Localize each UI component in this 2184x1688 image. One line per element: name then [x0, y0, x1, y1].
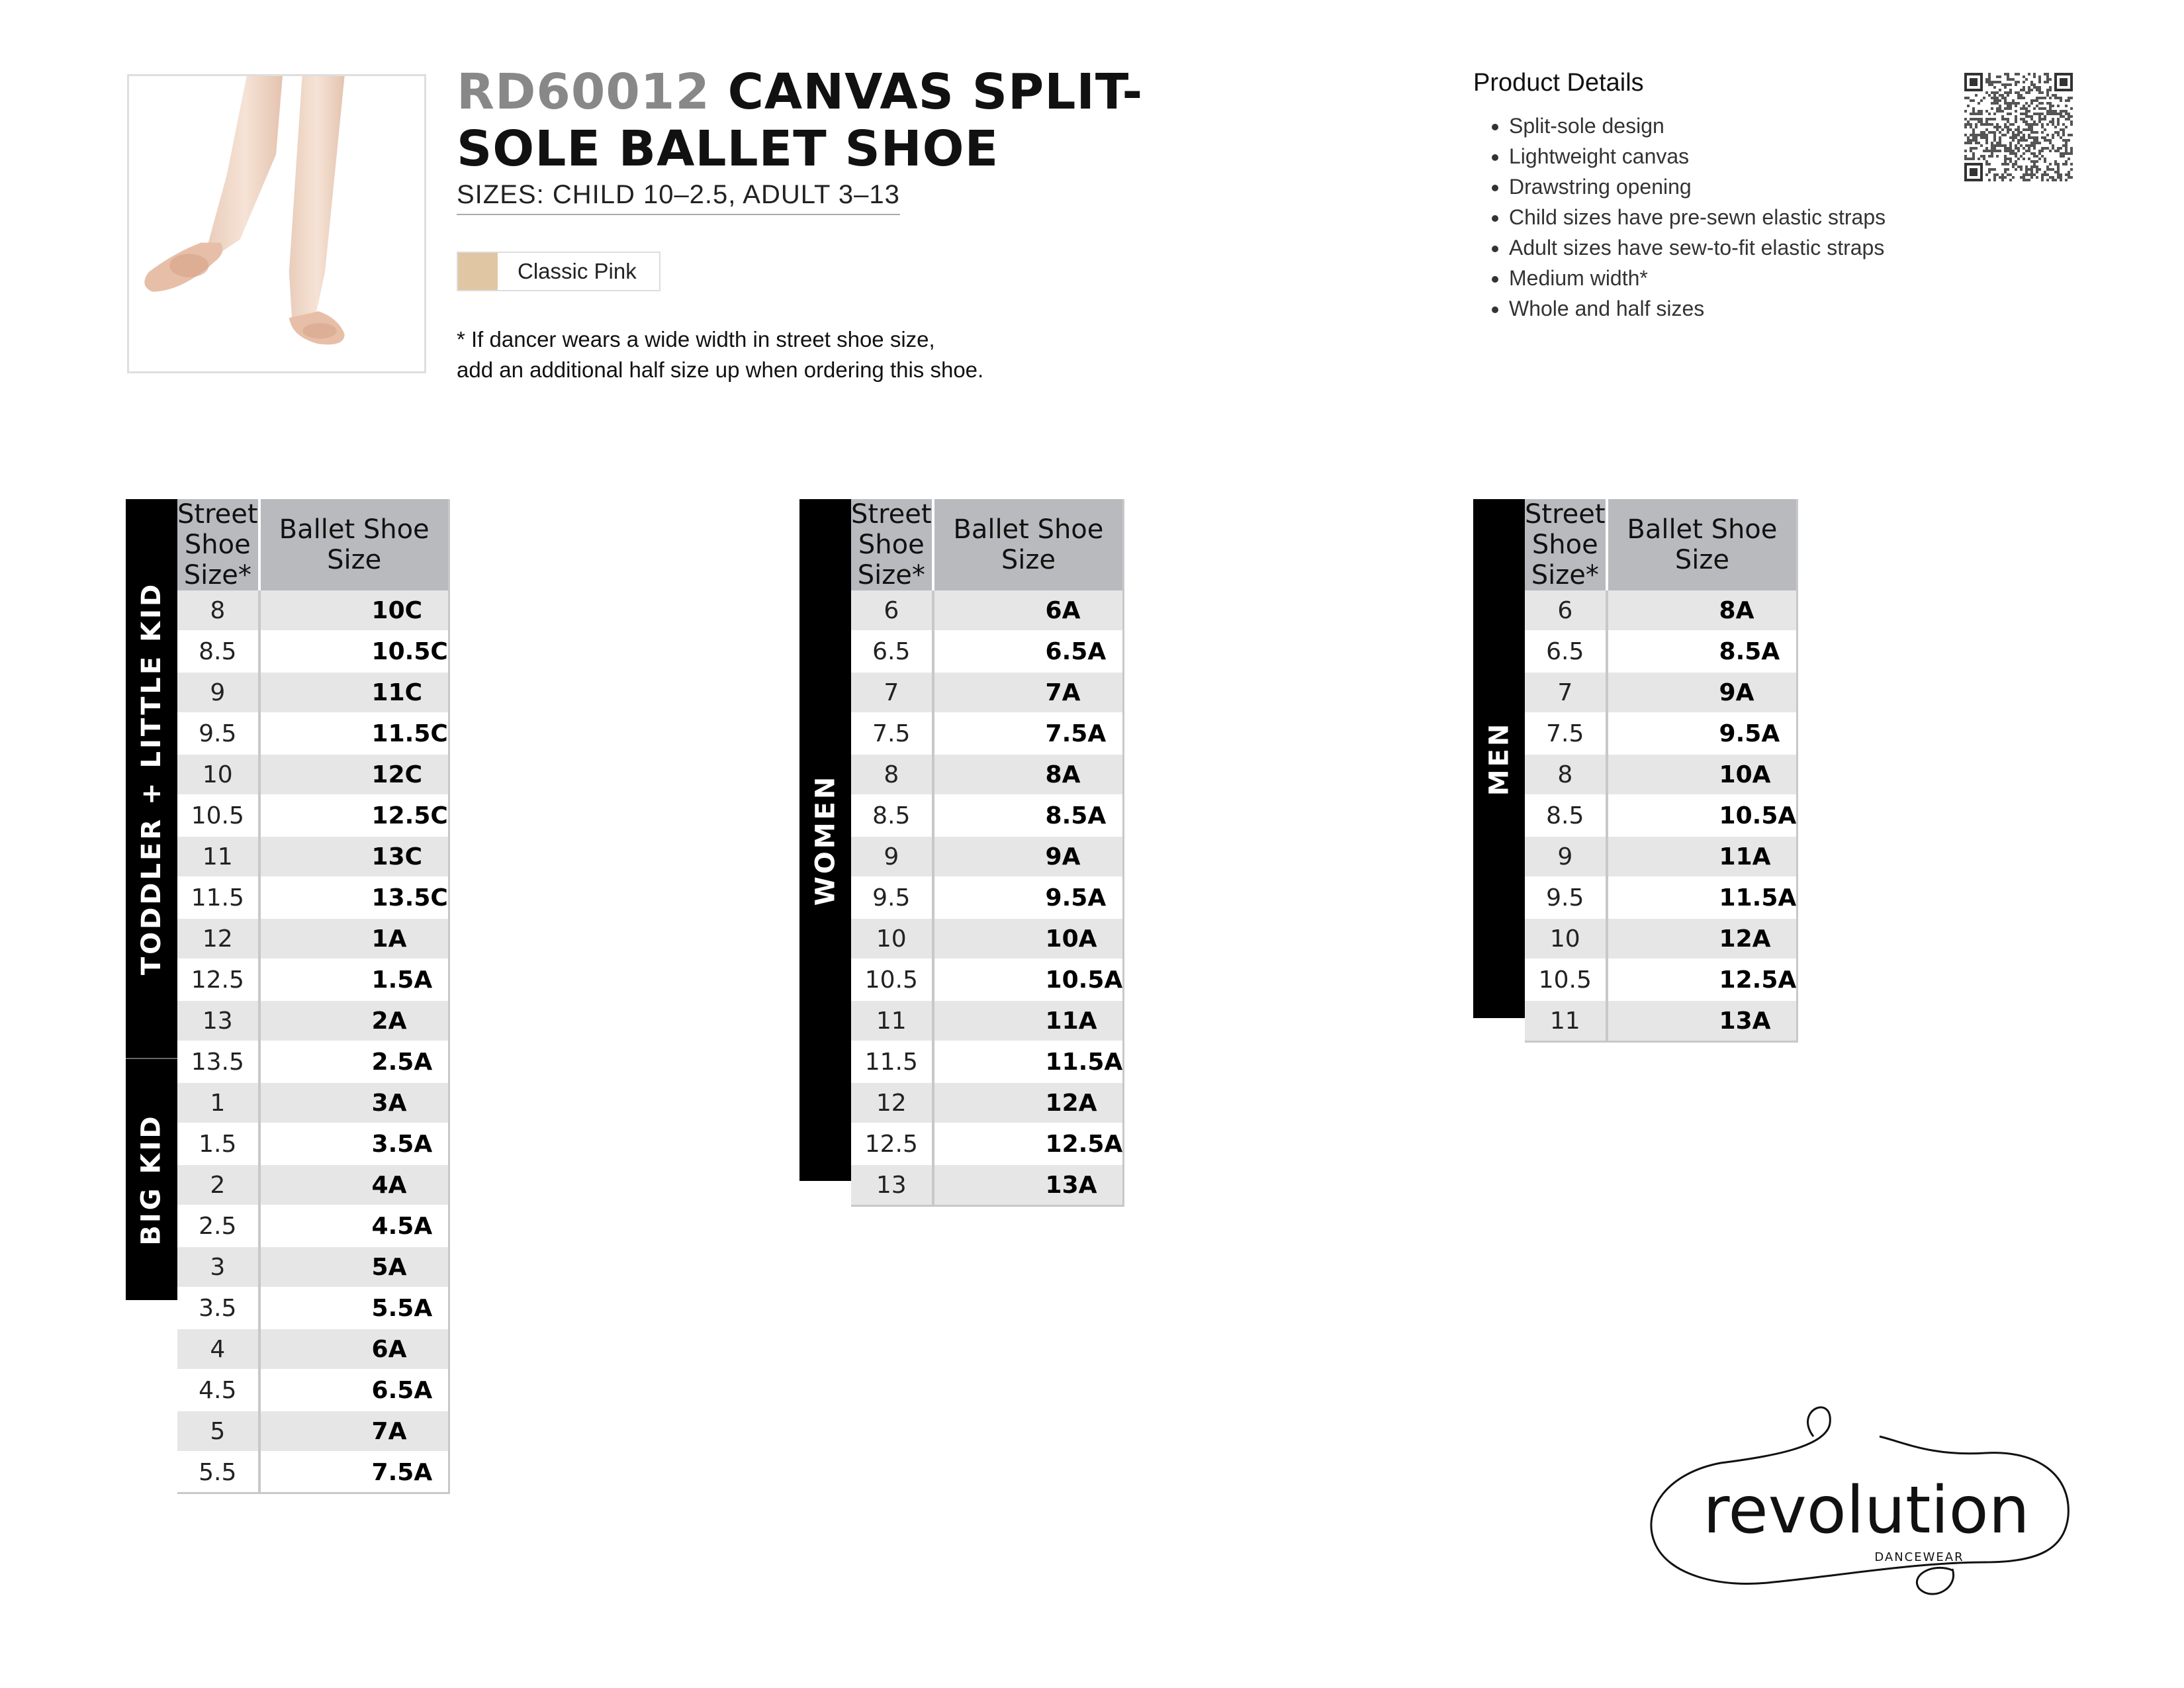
- ballet-size-cell: 13A: [1607, 1000, 1797, 1042]
- street-size-cell: 10: [1525, 918, 1607, 959]
- detail-item: • Drawstring opening: [1509, 171, 1886, 202]
- ballet-size-cell: 5.5A: [259, 1288, 449, 1329]
- ballet-size-cell: 6.5A: [933, 631, 1124, 672]
- ballet-size-cell: 6A: [933, 590, 1124, 631]
- ballet-size-cell: 13C: [259, 836, 449, 877]
- street-size-header: Street Shoe Size*: [177, 499, 258, 590]
- category-big-kid: [126, 1058, 177, 1300]
- logo-subline: DANCEWEAR: [1874, 1550, 1964, 1564]
- street-size-cell: 7: [1525, 672, 1607, 713]
- ballet-size-cell: 10A: [1607, 754, 1797, 795]
- street-size-cell: 8.5: [1525, 795, 1607, 836]
- street-size-cell: 11: [1525, 1000, 1607, 1042]
- street-size-cell: 10: [851, 918, 933, 959]
- table-row: [177, 1329, 449, 1370]
- ballet-size-cell: 9.5A: [933, 877, 1124, 918]
- size-table: [851, 499, 1124, 1207]
- table-row: [851, 754, 1124, 795]
- table-row: [177, 713, 449, 754]
- street-size-cell: 2: [177, 1164, 259, 1205]
- size-table: [177, 499, 450, 1494]
- ballet-size-cell: 7.5A: [259, 1452, 449, 1493]
- ballet-size-header: Ballet Shoe Size: [1607, 499, 1797, 590]
- detail-item: • Medium width*: [1509, 263, 1886, 293]
- ballet-size-cell: 10.5C: [259, 631, 449, 672]
- street-size-cell: 1.5: [177, 1123, 259, 1164]
- ballet-size-cell: 10.5A: [1607, 795, 1797, 836]
- ballet-size-cell: 12.5A: [933, 1123, 1124, 1164]
- table-row: [177, 877, 449, 918]
- ballet-size-cell: 12.5A: [1607, 959, 1797, 1000]
- color-chip: [457, 252, 660, 291]
- street-size-cell: 13: [177, 1000, 259, 1041]
- ballet-size-cell: 8A: [933, 754, 1124, 795]
- table-row: [851, 1123, 1124, 1164]
- ballet-size-cell: 10.5A: [933, 959, 1124, 1000]
- table-row: [177, 672, 449, 713]
- table-row: [177, 1205, 449, 1246]
- street-size-cell: 7.5: [1525, 713, 1607, 754]
- street-size-header: Street Shoe Size*: [1525, 499, 1606, 590]
- category-label: TODDLER + LITTLE KID: [136, 581, 167, 976]
- ballet-size-cell: 11.5A: [1607, 877, 1797, 918]
- ballet-size-cell: 9A: [1607, 672, 1797, 713]
- ballet-size-header: Ballet Shoe Size: [259, 499, 449, 590]
- table-row: [177, 754, 449, 795]
- ballet-size-header: Ballet Shoe Size: [933, 499, 1124, 590]
- ballet-size-cell: 11.5A: [933, 1041, 1124, 1082]
- category-toddler-little-kid: [126, 499, 177, 1058]
- ballet-size-cell: 12C: [259, 754, 449, 795]
- street-size-cell: 7.5: [851, 713, 933, 754]
- street-size-cell: 9: [851, 836, 933, 877]
- ballet-size-cell: 8.5A: [933, 795, 1124, 836]
- table-row: [1525, 795, 1797, 836]
- street-size-cell: 13.5: [177, 1041, 259, 1082]
- street-size-cell: 12: [851, 1082, 933, 1123]
- table-row: [177, 836, 449, 877]
- table-row: [177, 1041, 449, 1082]
- ballet-size-cell: 11.5C: [259, 713, 449, 754]
- category-women: [799, 499, 851, 1181]
- width-note-line-1: * If dancer wears a wide width in street shoe size,: [457, 327, 935, 352]
- product-title: [457, 64, 1251, 177]
- table-row: [851, 631, 1124, 672]
- table-row: [1525, 1000, 1797, 1042]
- street-size-cell: 9.5: [851, 877, 933, 918]
- ballet-size-cell: 4.5A: [259, 1205, 449, 1246]
- table-row: [851, 795, 1124, 836]
- table-row: [177, 1411, 449, 1452]
- table-row: [177, 1123, 449, 1164]
- table-row: [851, 877, 1124, 918]
- width-note: [457, 324, 983, 385]
- table-row: [177, 959, 449, 1000]
- street-size-cell: 5.5: [177, 1452, 259, 1493]
- table-row: [851, 713, 1124, 754]
- ballet-size-cell: 5A: [259, 1246, 449, 1288]
- street-size-cell: 6: [851, 590, 933, 631]
- table-row: [177, 1452, 449, 1493]
- ballet-size-cell: 3.5A: [259, 1123, 449, 1164]
- ballet-shoe-illustration: [129, 76, 424, 371]
- category-men: [1473, 499, 1525, 1018]
- detail-item: • Lightweight canvas: [1509, 141, 1886, 171]
- street-size-cell: 7: [851, 672, 933, 713]
- table-row: [1525, 877, 1797, 918]
- street-size-cell: 6.5: [1525, 631, 1607, 672]
- category-label: WOMEN: [810, 774, 841, 906]
- detail-item: • Split-sole design: [1509, 111, 1886, 141]
- detail-item: • Child sizes have pre-sewn elastic straps: [1509, 202, 1886, 232]
- ballet-size-cell: 1.5A: [259, 959, 449, 1000]
- street-size-header: Street Shoe Size*: [851, 499, 932, 590]
- street-size-cell: 6.5: [851, 631, 933, 672]
- street-size-cell: 11: [851, 1000, 933, 1041]
- table-row: [851, 836, 1124, 877]
- street-size-cell: 9.5: [1525, 877, 1607, 918]
- detail-item: • Adult sizes have sew-to-fit elastic straps: [1509, 232, 1886, 263]
- table-row: [1525, 631, 1797, 672]
- ballet-size-cell: 2.5A: [259, 1041, 449, 1082]
- table-row: [177, 590, 449, 631]
- ballet-size-cell: 7A: [933, 672, 1124, 713]
- street-size-cell: 10: [177, 754, 259, 795]
- ballet-size-cell: 11A: [933, 1000, 1124, 1041]
- product-details-list: [1473, 111, 1886, 324]
- category-label: BIG KID: [136, 1113, 167, 1246]
- street-size-cell: 12.5: [177, 959, 259, 1000]
- table-row: [1525, 672, 1797, 713]
- table-row: [177, 795, 449, 836]
- table-row: [1525, 754, 1797, 795]
- street-size-cell: 8.5: [177, 631, 259, 672]
- street-size-cell: 1: [177, 1082, 259, 1123]
- table-row: [851, 1041, 1124, 1082]
- ballet-size-cell: 3A: [259, 1082, 449, 1123]
- ballet-size-cell: 6A: [259, 1329, 449, 1370]
- sizes-line: SIZES: CHILD 10–2.5, ADULT 3–13: [457, 180, 900, 215]
- table-row: [851, 918, 1124, 959]
- table-row: [177, 631, 449, 672]
- street-size-cell: 9.5: [177, 713, 259, 754]
- ballet-size-cell: 10A: [933, 918, 1124, 959]
- street-size-cell: 9: [1525, 836, 1607, 877]
- qr-code-graphic: [1964, 73, 2073, 181]
- table-row: [851, 590, 1124, 631]
- ballet-size-cell: 12A: [1607, 918, 1797, 959]
- table-row: [1525, 713, 1797, 754]
- width-note-line-2: add an additional half size up when ordering this shoe.: [457, 357, 984, 382]
- ballet-size-cell: 7A: [259, 1411, 449, 1452]
- table-row: [851, 1082, 1124, 1123]
- ballet-size-cell: 6.5A: [259, 1370, 449, 1411]
- ballet-size-cell: 4A: [259, 1164, 449, 1205]
- table-row: [851, 1164, 1124, 1206]
- street-size-cell: 12: [177, 918, 259, 959]
- revolution-logo-graphic: [1641, 1397, 2078, 1615]
- ballet-size-cell: 12.5C: [259, 795, 449, 836]
- color-name: Classic Pink: [518, 259, 637, 283]
- street-size-cell: 2.5: [177, 1205, 259, 1246]
- qr-code: [1964, 73, 2073, 181]
- ballet-size-cell: 1A: [259, 918, 449, 959]
- street-size-cell: 6: [1525, 590, 1607, 631]
- ballet-size-cell: 2A: [259, 1000, 449, 1041]
- revolution-logo: [1641, 1397, 2078, 1615]
- street-size-cell: 8.5: [851, 795, 933, 836]
- table-row: [1525, 959, 1797, 1000]
- table-row: [177, 1164, 449, 1205]
- street-size-cell: 12.5: [851, 1123, 933, 1164]
- logo-wordmark: revolution: [1703, 1473, 2030, 1548]
- detail-item: • Whole and half sizes: [1509, 293, 1886, 324]
- table-row: [177, 1000, 449, 1041]
- ballet-size-cell: 13A: [933, 1164, 1124, 1206]
- product-image: [127, 74, 426, 373]
- street-size-cell: 10.5: [177, 795, 259, 836]
- ballet-size-cell: 9A: [933, 836, 1124, 877]
- product-sku: RD60012: [457, 64, 710, 120]
- ballet-size-cell: 8A: [1607, 590, 1797, 631]
- street-size-cell: 4: [177, 1329, 259, 1370]
- table-row: [851, 1000, 1124, 1041]
- street-size-cell: 3: [177, 1246, 259, 1288]
- product-details-heading: Product Details: [1473, 69, 1644, 97]
- table-row: [851, 672, 1124, 713]
- street-size-cell: 10.5: [1525, 959, 1607, 1000]
- ballet-size-cell: 8.5A: [1607, 631, 1797, 672]
- street-size-cell: 3.5: [177, 1288, 259, 1329]
- ballet-size-cell: 11C: [259, 672, 449, 713]
- color-swatch: [458, 253, 498, 290]
- table-row: [177, 1370, 449, 1411]
- street-size-cell: 10.5: [851, 959, 933, 1000]
- street-size-cell: 8: [177, 590, 259, 631]
- street-size-cell: 5: [177, 1411, 259, 1452]
- street-size-cell: 8: [851, 754, 933, 795]
- product-name: CANVAS SPLIT-SOLE BALLET SHOE: [457, 64, 1144, 177]
- table-row: [177, 1082, 449, 1123]
- table-row: [1525, 836, 1797, 877]
- street-size-cell: 8: [1525, 754, 1607, 795]
- ballet-size-cell: 9.5A: [1607, 713, 1797, 754]
- street-size-cell: 13: [851, 1164, 933, 1206]
- table-row: [1525, 590, 1797, 631]
- ballet-size-cell: 12A: [933, 1082, 1124, 1123]
- size-table: [1525, 499, 1798, 1043]
- street-size-cell: 4.5: [177, 1370, 259, 1411]
- table-row: [177, 1246, 449, 1288]
- product-details: [1473, 69, 1886, 324]
- street-size-cell: 11: [177, 836, 259, 877]
- street-size-cell: 11.5: [177, 877, 259, 918]
- ballet-size-cell: 13.5C: [259, 877, 449, 918]
- street-size-cell: 9: [177, 672, 259, 713]
- category-label: MEN: [1484, 721, 1515, 796]
- street-size-cell: 11.5: [851, 1041, 933, 1082]
- ballet-size-cell: 11A: [1607, 836, 1797, 877]
- table-row: [851, 959, 1124, 1000]
- table-row: [177, 1288, 449, 1329]
- ballet-size-cell: 7.5A: [933, 713, 1124, 754]
- table-row: [1525, 918, 1797, 959]
- ballet-size-cell: 10C: [259, 590, 449, 631]
- table-row: [177, 918, 449, 959]
